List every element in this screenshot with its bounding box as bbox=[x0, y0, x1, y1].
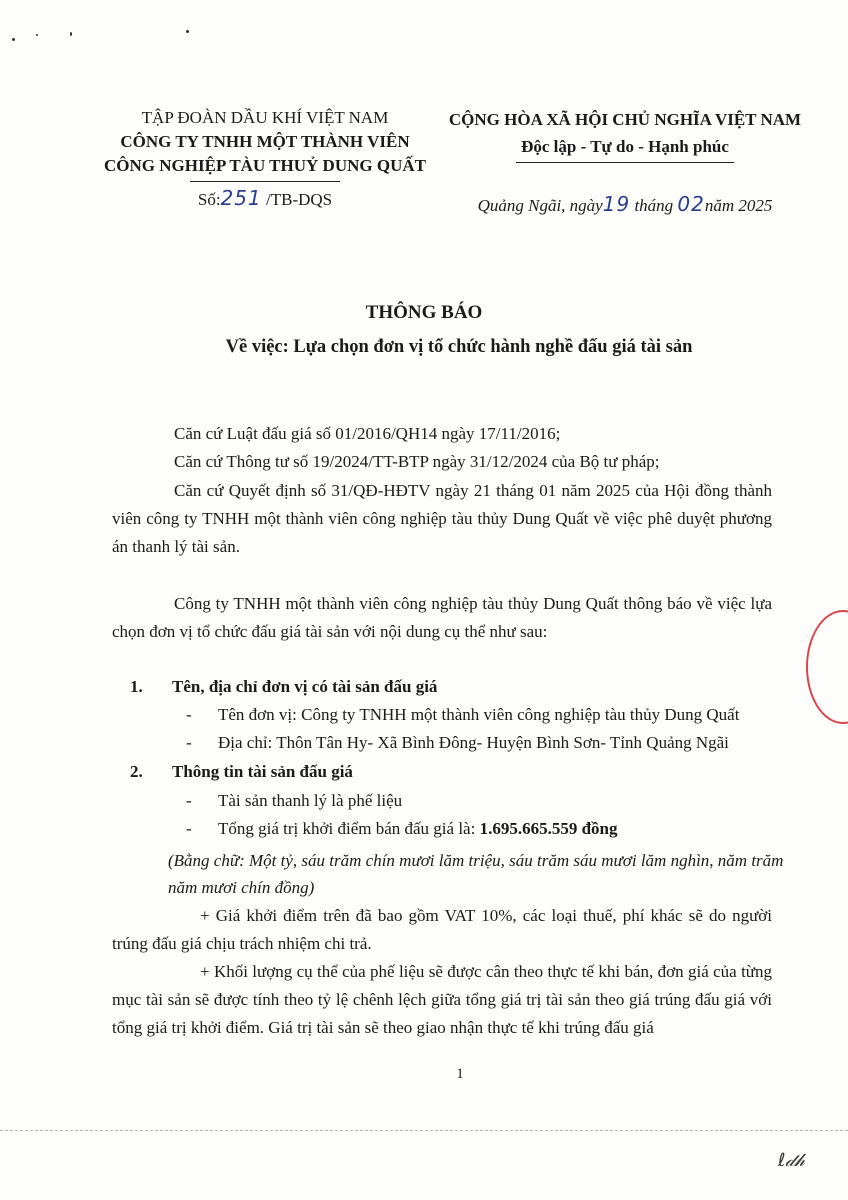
intro-paragraph: Công ty TNHH một thành viên công nghiệp tàu thủy Dung Quất thông báo về việc lựa chọn đơn vị tổ chức đấu giá tài sản với nội dung cụ thể như sau: bbox=[112, 594, 772, 641]
place-and-date bbox=[440, 192, 810, 216]
bullet-dash: - bbox=[186, 791, 192, 810]
starting-price-label: Tổng giá trị khởi điểm bán đấu giá là: bbox=[218, 819, 480, 838]
doc-no-prefix: Số: bbox=[197, 190, 221, 209]
month-handwritten: 02 bbox=[677, 192, 705, 216]
document-subject: Về việc: Lựa chọn đơn vị tổ chức hành nghề đấu giá tài sản bbox=[225, 337, 693, 357]
company-name-line2: CÔNG NGHIỆP TÀU THUỶ DUNG QUẤT bbox=[104, 156, 426, 175]
footer-scan-line bbox=[0, 1130, 848, 1131]
asset-type: Tài sản thanh lý là phế liệu bbox=[218, 791, 403, 810]
legal-basis-1: Căn cứ Luật đấu giá số 01/2016/QH14 ngày 17/11/2016; bbox=[174, 424, 561, 443]
page-number: 1 bbox=[456, 1066, 464, 1082]
unit-name: Tên đơn vị: Công ty TNHH một thành viên công nghiệp tàu thủy Dung Quất bbox=[218, 705, 740, 724]
starting-price-value: 1.695.665.559 đồng bbox=[479, 819, 618, 838]
section-2-title: Thông tin tài sản đấu giá bbox=[172, 762, 353, 781]
national-title: CỘNG HÒA XÃ HỘI CHỦ NGHĨA VIỆT NAM bbox=[448, 110, 802, 129]
amount-in-words: (Bằng chữ: Một tỷ, sáu trăm chín mươi lăm triệu, sáu trăm sáu mươi lăm nghìn, năm trăm năm mươi chín đồng) bbox=[168, 851, 784, 897]
legal-basis-3: Căn cứ Quyết định số 31/QĐ-HĐTV ngày 21 tháng 01 năm 2025 của Hội đồng thành viên công ty TNHH một thành viên công nghiệp tàu thủy Dung Quất về việc phê duyệt phương án thanh lý tài sản. bbox=[112, 481, 772, 556]
document-title: THÔNG BÁO bbox=[365, 302, 483, 323]
header-left-rule bbox=[190, 181, 340, 182]
section-1-number: 1. bbox=[130, 677, 143, 696]
legal-basis-2: Căn cứ Thông tư số 19/2024/TT-BTP ngày 31/12/2024 của Bộ tư pháp; bbox=[174, 452, 660, 471]
place-prefix: Quảng Ngãi, ngày bbox=[477, 196, 603, 215]
section-2-number: 2. bbox=[130, 762, 143, 781]
doc-no-suffix: /TB-DQS bbox=[266, 190, 333, 209]
company-name-line1: CÔNG TY TNHH MỘT THÀNH VIÊN bbox=[120, 132, 410, 151]
parent-org-name: TẬP ĐOÀN DẦU KHÍ VIỆT NAM bbox=[141, 108, 389, 127]
section-1-heading bbox=[130, 677, 438, 697]
note-vat: + Giá khởi điểm trên đã bao gồm VAT 10%, các loại thuế, phí khác sẽ do người trúng đấu giá chịu trách nhiệm chi trả. bbox=[112, 906, 772, 953]
header-right-rule bbox=[516, 162, 734, 163]
national-motto: Độc lập - Tự do - Hạnh phúc bbox=[521, 137, 729, 156]
national-header bbox=[440, 106, 810, 163]
section-1-title: Tên, địa chỉ đơn vị có tài sản đấu giá bbox=[172, 677, 438, 696]
red-stamp-edge bbox=[806, 610, 848, 724]
day-handwritten: 19 bbox=[602, 192, 631, 216]
doc-no-handwritten: 251 bbox=[220, 186, 262, 210]
year-text: năm 2025 bbox=[704, 196, 773, 215]
month-prefix: tháng bbox=[634, 196, 674, 215]
bullet-dash: - bbox=[186, 819, 192, 838]
bullet-dash: - bbox=[186, 733, 192, 752]
section-2-heading bbox=[130, 762, 353, 782]
unit-address: Địa chỉ: Thôn Tân Hy- Xã Bình Đông- Huyện Bình Sơn- Tỉnh Quảng Ngãi bbox=[218, 733, 729, 752]
bullet-dash: - bbox=[186, 705, 192, 724]
issuer-header bbox=[90, 106, 440, 212]
document-number bbox=[90, 186, 440, 212]
note-weight: + Khối lượng cụ thể của phế liệu sẽ được cân theo thực tế khi bán, đơn giá của từng mục tài sản sẽ được tính theo tỷ lệ chênh lệch giữa tổng giá trị tài sản theo giá trúng đấu giá với tổng giá trị khởi điểm. Giá trị tài sản sẽ theo giao nhận thực tế khi trúng đấu giá bbox=[112, 962, 772, 1037]
handwritten-initials: ℓ𝒹𝒽 bbox=[778, 1150, 805, 1171]
starting-price bbox=[218, 819, 618, 839]
